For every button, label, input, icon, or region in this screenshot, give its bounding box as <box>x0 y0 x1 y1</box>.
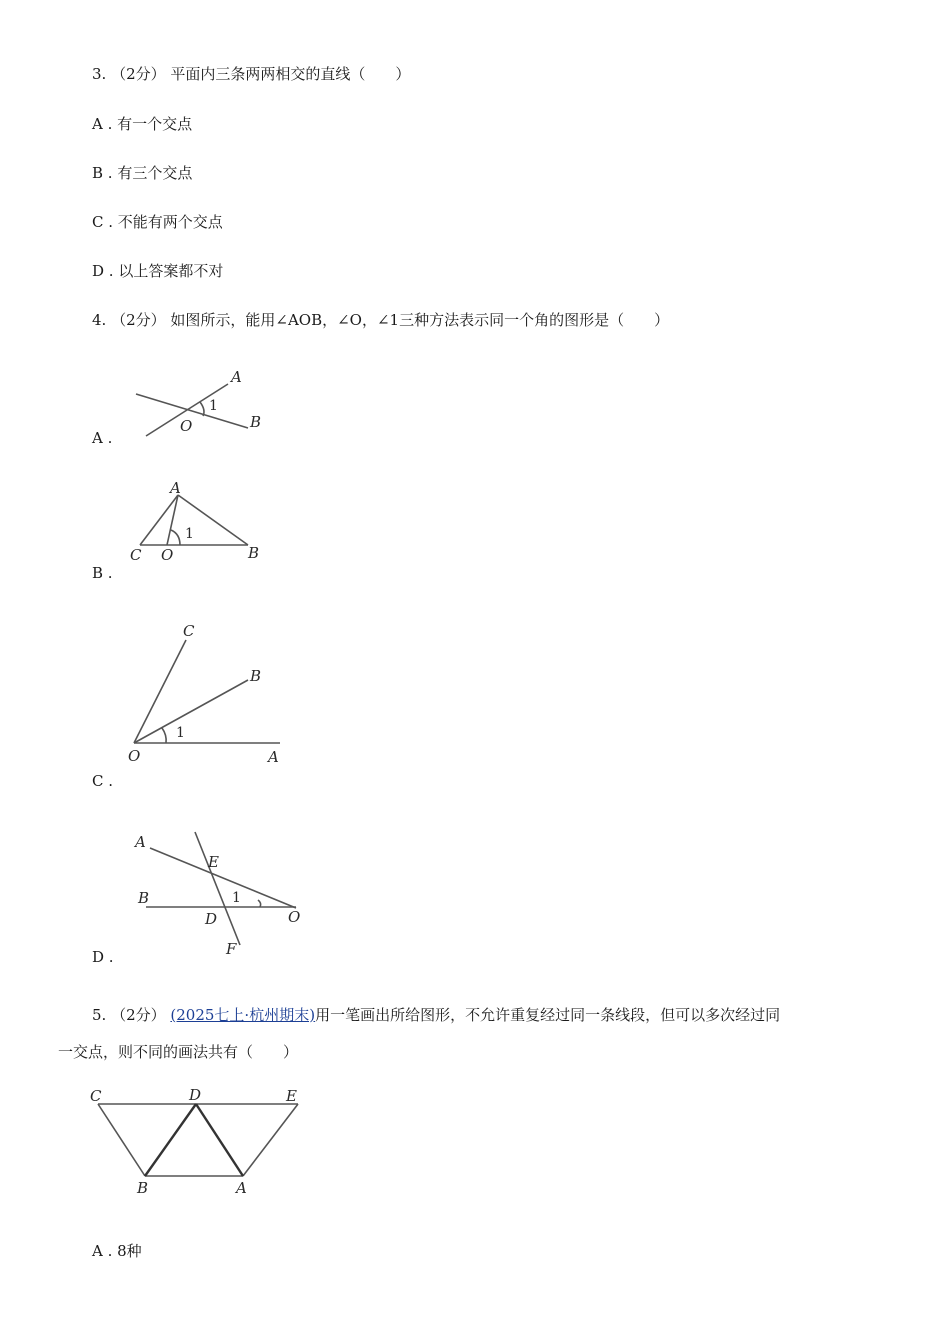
fig5-label-c: C <box>90 1087 102 1105</box>
question-3-option-c[interactable]: C . 不能有两个交点 <box>92 213 223 231</box>
fig-c-label-c: C <box>183 622 195 640</box>
fig-b-label-o: O <box>161 546 174 564</box>
fig-c-label-a: A <box>268 748 279 766</box>
question-3-stem: 3. （2分） 平面内三条两两相交的直线（ ） <box>92 65 411 83</box>
fig-c-label-b: B <box>250 667 262 685</box>
question-5-source-link[interactable]: (2025七上·杭州期末) <box>170 1006 316 1024</box>
fig5-label-b: B <box>137 1179 149 1197</box>
question-4-option-d[interactable]: D . <box>92 948 114 966</box>
fig-a-label-1: 1 <box>209 398 218 414</box>
fig-a-label-b: B <box>250 413 262 431</box>
fig5-line-ea <box>243 1104 298 1176</box>
fig5-line-cb <box>98 1104 145 1176</box>
fig5-line-da <box>196 1104 243 1176</box>
fig-b-label-a: A <box>170 479 181 497</box>
fig5-label-e: E <box>286 1087 297 1105</box>
question-4-option-b[interactable]: B . <box>92 564 113 582</box>
fig-d-label-d: D <box>205 910 218 928</box>
fig-d-label-o: O <box>288 908 301 926</box>
fig-c-label-o: O <box>128 747 141 765</box>
question-5-stem-text: 用一笔画出所给图形，不允许重复经过同一条线段，但可以多次经过同 <box>315 1006 781 1024</box>
question-4-option-c[interactable]: C . <box>92 772 114 790</box>
question-5-stem-line2: 一交点，则不同的画法共有（ ） <box>58 1043 299 1061</box>
fig5-label-a: A <box>236 1179 247 1197</box>
question-3-option-a[interactable]: A . 有一个交点 <box>92 115 193 133</box>
fig-d-label-b: B <box>138 889 150 907</box>
fig-d-label-a: A <box>135 833 146 851</box>
fig-a-label-a: A <box>231 368 242 386</box>
fig-d-label-1: 1 <box>232 890 241 906</box>
question-4-stem: 4. （2分） 如图所示，能用∠AOB，∠O，∠1三种方法表示同一个角的图形是（ ） <box>92 311 670 329</box>
question-4-option-a[interactable]: A . <box>92 429 113 447</box>
fig-d-label-f: F <box>226 940 237 958</box>
fig-c-label-1: 1 <box>176 725 185 741</box>
fig-b-label-1: 1 <box>185 526 194 542</box>
question-3-option-b[interactable]: B . 有三个交点 <box>92 164 193 182</box>
fig5-label-d: D <box>189 1086 202 1104</box>
fig-d-label-e: E <box>208 853 219 871</box>
fig-b-label-c: C <box>130 546 142 564</box>
question-5-option-a[interactable]: A . 8种 <box>92 1242 142 1260</box>
fig-b-label-b: B <box>248 544 260 562</box>
question-5-prefix: 5. （2分） <box>92 1006 166 1024</box>
fig5-line-db <box>145 1104 196 1176</box>
question-3-option-d[interactable]: D . 以上答案都不对 <box>92 262 224 280</box>
fig-a-label-o: O <box>180 417 193 435</box>
